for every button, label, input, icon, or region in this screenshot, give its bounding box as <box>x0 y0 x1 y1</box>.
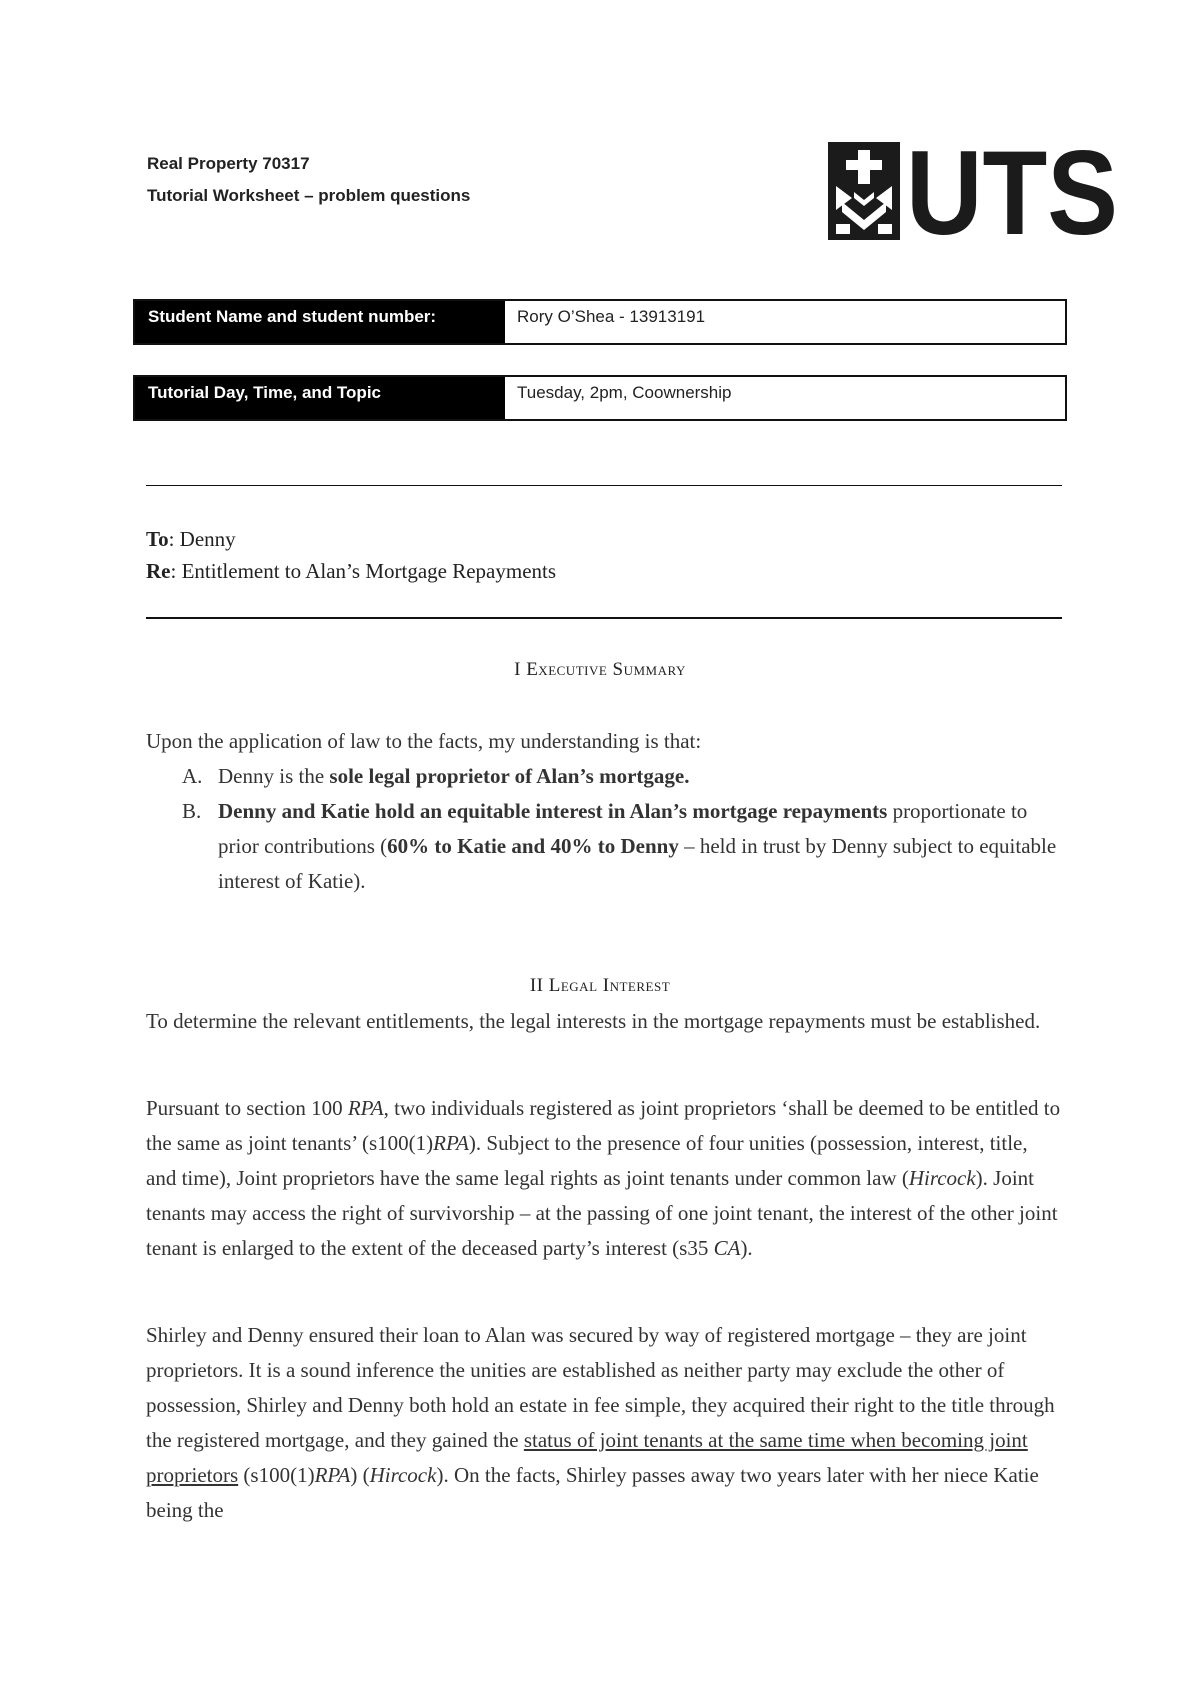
text-run: (s100(1) <box>238 1463 315 1487</box>
executive-summary <box>146 724 1061 899</box>
legal-para-1: To determine the relevant entitlements, the legal interests in the mortgage repayments must be established. <box>146 1009 1041 1033</box>
summary-list <box>146 759 1061 899</box>
summary-intro: Upon the application of law to the facts, my understanding is that: <box>146 729 702 753</box>
legal-para-3 <box>146 1318 1061 1528</box>
tutorial-info-row <box>133 375 1067 421</box>
logo-wordmark: UTS <box>906 142 1118 240</box>
citation: RPA <box>347 1096 384 1120</box>
tutorial-label: Tutorial Day, Time, and Topic <box>135 377 505 419</box>
underlined-text: status of joint tenants at the same time when becoming joint proprietors <box>146 1428 1028 1487</box>
item-b-text2: – held in trust by Denny subject to equitable interest of Katie). <box>218 834 1057 893</box>
worksheet-title: Tutorial Worksheet – problem questions <box>147 186 471 205</box>
text-run: , two individuals registered as joint proprietors ‘shall be deemed to be entitled to the same as joint tenants’ (s100(1) <box>146 1096 1061 1155</box>
text-run: ). Joint tenants may access the right of survivorship – at the passing of one joint tenant, the interest of the other joint tenant is enlarged to the extent of the deceased party’s interest (s35 <box>146 1166 1058 1260</box>
tutorial-value: Tuesday, 2pm, Coownership <box>517 383 732 402</box>
citation: RPA <box>314 1463 351 1487</box>
list-item <box>146 794 1061 899</box>
student-value: Rory O’Shea - 13913191 <box>517 307 706 326</box>
list-item <box>146 759 1061 794</box>
item-b-marker: B. <box>182 799 202 823</box>
text-run: ). On the facts, Shirley passes away two years later with her niece Katie being the <box>146 1463 1039 1522</box>
memo-block <box>146 523 556 587</box>
text-run: ). <box>740 1236 753 1260</box>
memo-re <box>146 555 556 587</box>
item-b-text1: proportionate to prior contributions ( <box>218 799 1028 858</box>
divider-bottom <box>146 617 1062 619</box>
divider-top <box>146 485 1062 486</box>
legal-interest-heading: II Legal Interest <box>529 975 671 996</box>
text-run: Pursuant to section 100 <box>146 1096 348 1120</box>
text-run: ). Subject to the presence of four unities (possession, interest, title, and time), Joint proprietors have the same legal rights as joint tenants under common law ( <box>146 1131 1028 1190</box>
item-a-bold: sole legal proprietor of Alan’s mortgage. <box>329 764 690 788</box>
item-b-bold2: 60% to Katie and 40% to Denny <box>387 834 679 858</box>
text-run: ) ( <box>350 1463 370 1487</box>
citation: RPA <box>433 1131 469 1155</box>
uts-logo <box>828 142 1122 240</box>
student-info-row <box>133 299 1067 345</box>
text-run: Shirley and Denny ensured their loan to Alan was secured by way of registered mortgage – they are joint proprietors. It is a sound inference the unities are established as neither party may exclude the other of possession, Shirley and Denny both hold an estate in fee simple, they acquired their right to the title through the registered mortgage, and they gained the <box>146 1323 1055 1452</box>
citation: Hircock <box>369 1463 437 1487</box>
item-a-marker: A. <box>182 764 203 788</box>
document-header <box>147 148 470 212</box>
citation: CA <box>713 1236 741 1260</box>
student-label: Student Name and student number: <box>135 301 505 343</box>
executive-summary-heading: I Executive Summary <box>514 659 686 680</box>
memo-to <box>146 523 556 555</box>
item-a-text: Denny is the <box>218 764 330 788</box>
re-label: Re <box>146 559 171 583</box>
uts-crest-icon <box>828 142 900 240</box>
course-title: Real Property 70317 <box>147 154 310 173</box>
to-label: To <box>146 527 169 551</box>
legal-para-2 <box>146 1091 1061 1266</box>
citation: Hircock <box>908 1166 976 1190</box>
re-value: : Entitlement to Alan’s Mortgage Repayments <box>170 559 557 583</box>
to-value: : Denny <box>168 527 236 551</box>
item-b-bold: Denny and Katie hold an equitable interest in Alan’s mortgage repayments <box>218 799 888 823</box>
